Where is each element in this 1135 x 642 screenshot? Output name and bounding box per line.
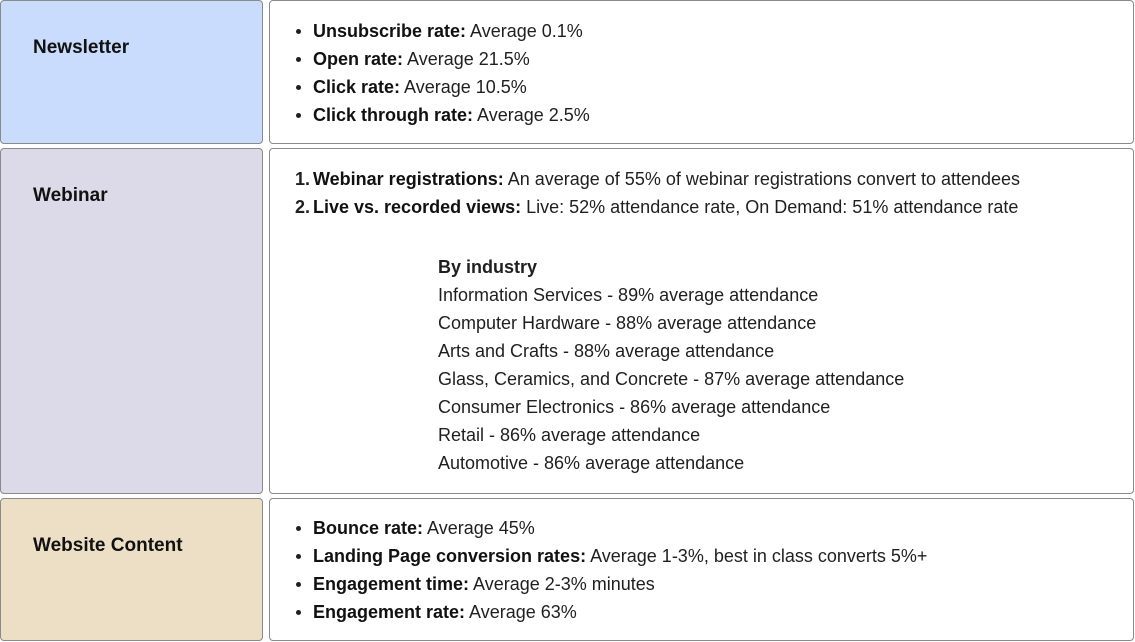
industry-line: Retail - 86% average attendance bbox=[438, 425, 701, 445]
list-item bbox=[270, 542, 927, 570]
metric-term: Open rate: bbox=[313, 49, 404, 69]
metric-term: Engagement rate: bbox=[313, 602, 466, 622]
metric-term: Live vs. recorded views: bbox=[313, 197, 522, 217]
industry-line: Arts and Crafts - 88% average attendance bbox=[438, 341, 775, 361]
webinar-label: Webinar bbox=[33, 185, 108, 206]
website-row bbox=[0, 498, 1135, 642]
metric-value: Average 2.5% bbox=[473, 105, 590, 125]
metric-term: Click through rate: bbox=[313, 105, 474, 125]
list-item bbox=[270, 193, 1020, 221]
newsletter-label: Newsletter bbox=[33, 37, 130, 58]
website-label-cell bbox=[0, 498, 263, 641]
webinar-row bbox=[0, 148, 1135, 494]
industry-block bbox=[438, 253, 904, 477]
metric-value: Average 1-3%, best in class converts 5%+ bbox=[586, 546, 928, 566]
website-content-cell bbox=[269, 498, 1134, 641]
metric-term: Click rate: bbox=[313, 77, 401, 97]
metric-value: Average 63% bbox=[465, 602, 577, 622]
metric-term: Engagement time: bbox=[313, 574, 470, 594]
list-item bbox=[270, 570, 927, 598]
newsletter-list bbox=[270, 17, 590, 129]
newsletter-row bbox=[0, 0, 1135, 144]
list-item bbox=[270, 101, 590, 129]
list-number: 2. bbox=[294, 197, 310, 217]
metric-value: Live: 52% attendance rate, On Demand: 51% attendance rate bbox=[521, 197, 1019, 217]
website-list bbox=[270, 514, 927, 626]
metric-value: Average 45% bbox=[423, 518, 535, 538]
list-item bbox=[270, 45, 590, 73]
metric-term: Unsubscribe rate: bbox=[313, 21, 467, 41]
metric-term: Bounce rate: bbox=[313, 518, 424, 538]
list-item bbox=[270, 17, 590, 45]
metric-term: Webinar registrations: bbox=[313, 169, 504, 189]
metric-value: Average 0.1% bbox=[466, 21, 583, 41]
newsletter-label-cell bbox=[0, 0, 263, 144]
industry-line: Glass, Ceramics, and Concrete - 87% average attendance bbox=[438, 369, 905, 389]
webinar-content-cell bbox=[269, 148, 1134, 494]
metric-value: Average 2-3% minutes bbox=[469, 574, 655, 594]
industry-line: Automotive - 86% average attendance bbox=[438, 453, 745, 473]
webinar-label-cell bbox=[0, 148, 263, 494]
list-item bbox=[270, 514, 927, 542]
industry-line: Consumer Electronics - 86% average attendance bbox=[438, 397, 831, 417]
industry-line: Information Services - 89% average attendance bbox=[438, 285, 819, 305]
industry-line: Computer Hardware - 88% average attendance bbox=[438, 313, 817, 333]
industry-heading: By industry bbox=[438, 257, 538, 277]
metric-value: An average of 55% of webinar registrations convert to attendees bbox=[503, 169, 1021, 189]
website-label: Website Content bbox=[33, 535, 183, 556]
metric-value: Average 10.5% bbox=[400, 77, 527, 97]
metric-term: Landing Page conversion rates: bbox=[313, 546, 587, 566]
list-item bbox=[270, 165, 1020, 193]
newsletter-content-cell bbox=[269, 0, 1134, 144]
list-item bbox=[270, 73, 590, 101]
list-number: 1. bbox=[294, 169, 310, 189]
webinar-list bbox=[270, 165, 1020, 221]
metric-value: Average 21.5% bbox=[403, 49, 530, 69]
list-item bbox=[270, 598, 927, 626]
